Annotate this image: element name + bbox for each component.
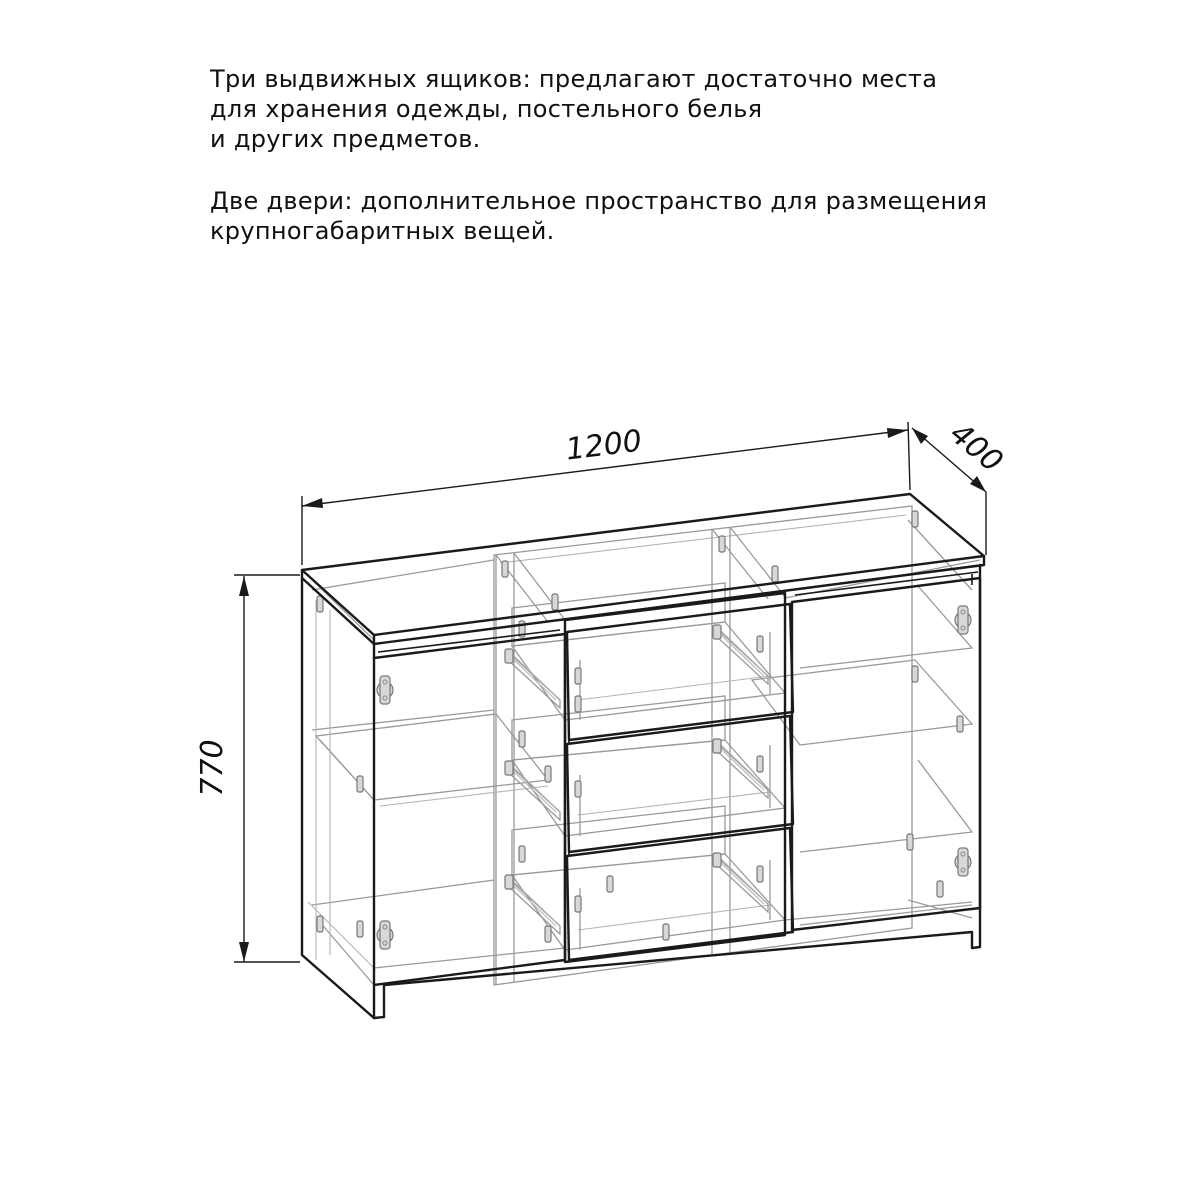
depth-label: 400 bbox=[942, 415, 1010, 480]
drawers-description-line-3: и других предметов. bbox=[210, 125, 481, 153]
doors-description-line-2: крупногабаритных вещей. bbox=[210, 217, 555, 245]
width-dimension bbox=[302, 422, 910, 565]
width-label: 1200 bbox=[563, 423, 644, 468]
door-hinges bbox=[377, 606, 971, 949]
doors-description-line-1: Две двери: дополнительное пространство для размещения bbox=[210, 187, 988, 215]
height-dimension bbox=[195, 575, 300, 962]
drawers-description-line-2: для хранения одежды, постельного белья bbox=[210, 95, 763, 123]
height-label: 770 bbox=[195, 739, 230, 797]
shelf-pins bbox=[317, 511, 963, 942]
drawers-description-line-1: Три выдвижных ящиков: предлагают достаточно места bbox=[210, 65, 938, 93]
depth-dimension bbox=[912, 416, 1009, 555]
